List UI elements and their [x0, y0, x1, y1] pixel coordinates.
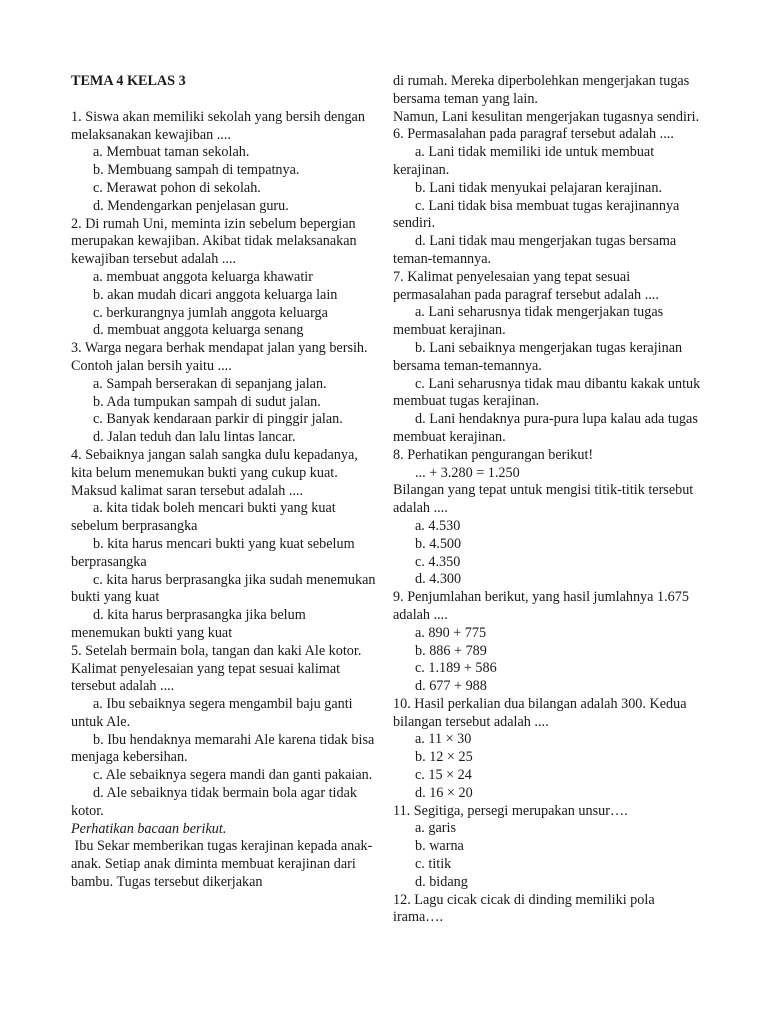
question-text: Bilangan yang tepat untuk mengisi titik-titik tersebut adalah ....: [393, 482, 694, 517]
question-text: 5. Setelah bermain bola, tangan dan kaki Ale kotor.: [71, 642, 362, 659]
answer-option: d. Lani tidak mau mengerjakan tugas bersama teman-temannya.: [393, 233, 677, 267]
answer-option: d. kita harus berprasangka jika belum menemukan bukti yang kuat: [71, 607, 306, 641]
answer-option: a. kita tidak boleh mencari bukti yang kuat sebelum berprasangka: [71, 500, 336, 535]
answer-option: c. kita harus berprasangka jika sudah menemukan bukti yang kuat: [71, 571, 376, 606]
question-text: Ibu Sekar memberikan tugas kerajinan kepada anak-anak. Setiap anak diminta membuat kerajinan dari bambu. Tugas tersebut dikerjakan: [71, 838, 373, 891]
left-column-text: [71, 109, 377, 892]
answer-option: d. Mendengarkan penjelasan guru.: [93, 197, 289, 214]
answer-option: a. 11 × 30: [415, 731, 472, 748]
question-text: 11. Segitiga, persegi merupakan unsur….: [393, 802, 628, 819]
left-column: [71, 73, 377, 892]
document-title: TEMA 4 KELAS 3: [71, 73, 186, 89]
answer-option: b. 886 + 789: [415, 642, 487, 659]
right-column: [393, 73, 703, 927]
answer-option: c. Banyak kendaraan parkir di pinggir jalan.: [93, 411, 343, 428]
question-text: 2. Di rumah Uni, meminta izin sebelum bepergian merupakan kewajiban. Akibat tidak melaksanakan kewajiban tersebut adalah ....: [71, 215, 357, 268]
answer-option: d. Lani hendaknya pura-pura lupa kalau ada tugas membuat kerajinan.: [393, 411, 698, 445]
answer-option: c. Lani tidak bisa membuat tugas kerajinannya sendiri.: [393, 197, 680, 232]
answer-option: a. Sampah berserakan di sepanjang jalan.: [93, 375, 327, 392]
answer-option: d. 16 × 20: [415, 784, 473, 801]
answer-option: b. kita harus mencari bukti yang kuat sebelum berprasangka: [71, 535, 355, 570]
answer-option: d. bidang: [415, 873, 468, 890]
answer-option: a. Lani seharusnya tidak mengerjakan tugas membuat kerajinan.: [393, 304, 664, 339]
answer-option: c. 15 × 24: [415, 767, 472, 784]
answer-option: a. garis: [415, 820, 456, 837]
answer-option: a. 890 + 775: [415, 624, 487, 641]
answer-option: b. Ada tumpukan sampah di sudut jalan.: [93, 393, 321, 410]
answer-option: a. Ibu sebaiknya segera mengambil baju ganti untuk Ale.: [71, 696, 353, 730]
answer-option: d. 677 + 988: [415, 678, 487, 695]
answer-option: c. berkurangnya jumlah anggota keluarga: [93, 304, 328, 321]
question-text: 1. Siswa akan memiliki sekolah yang bersih dengan melaksanakan kewajiban ....: [71, 108, 365, 143]
answer-option: d. membuat anggota keluarga senang: [93, 322, 304, 339]
question-text: Maksud kalimat saran tersebut adalah ....: [71, 482, 304, 499]
question-text: 12. Lagu cicak cicak di dinding memiliki pola irama….: [393, 891, 655, 926]
answer-option: a. Membuat taman sekolah.: [93, 144, 250, 161]
answer-option: b. warna: [415, 838, 464, 855]
answer-option: c. 1.189 + 586: [415, 660, 497, 677]
answer-option: b. 12 × 25: [415, 749, 473, 766]
question-text: 3. Warga negara berhak mendapat jalan yang bersih. Contoh jalan bersih yaitu ....: [71, 340, 368, 374]
right-column-text: [393, 73, 703, 927]
question-text: 6. Permasalahan pada paragraf tersebut adalah ....: [393, 126, 674, 143]
answer-option: b. Lani tidak menyukai pelajaran kerajinan.: [415, 179, 662, 196]
question-text: 9. Penjumlahan berikut, yang hasil jumlahnya 1.675 adalah ....: [393, 589, 689, 623]
answer-option: d. Ale sebaiknya tidak bermain bola agar tidak kotor.: [71, 785, 357, 819]
answer-option: a. Lani tidak memiliki ide untuk membuat kerajinan.: [393, 144, 655, 178]
answer-option: a. membuat anggota keluarga khawatir: [93, 268, 313, 285]
question-text: Kalimat penyelesaian yang tepat sesuai kalimat tersebut adalah ....: [71, 660, 341, 695]
question-text: Perhatikan bacaan berikut.: [71, 820, 227, 837]
question-text: di rumah. Mereka diperbolehkan mengerjakan tugas bersama teman yang lain.: [393, 73, 690, 107]
answer-option: ... + 3.280 = 1.250: [415, 464, 520, 481]
answer-option: b. Lani sebaiknya mengerjakan tugas kerajinan bersama teman-temannya.: [393, 339, 683, 374]
question-text: 4. Sebaiknya jangan salah sangka dulu kepadanya, kita belum menemukan bukti yang cukup kuat.: [71, 446, 358, 481]
answer-option: c. Merawat pohon di sekolah.: [93, 179, 261, 196]
answer-option: b. Ibu hendaknya memarahi Ale karena tidak bisa menjaga kebersihan.: [71, 731, 375, 766]
question-text: 7. Kalimat penyelesaian yang tepat sesuai permasalahan pada paragraf tersebut adalah ....: [393, 268, 659, 303]
question-text: 10. Hasil perkalian dua bilangan adalah 300. Kedua bilangan tersebut adalah ....: [393, 695, 687, 730]
answer-option: b. Membuang sampah di tempatnya.: [93, 162, 300, 179]
question-text: 8. Perhatikan pengurangan berikut!: [393, 446, 594, 463]
answer-option: c. 4.350: [415, 553, 461, 570]
question-text: Namun, Lani kesulitan mengerjakan tugasnya sendiri.: [393, 108, 700, 125]
answer-option: c. Lani seharusnya tidak mau dibantu kakak untuk membuat tugas kerajinan.: [393, 375, 701, 410]
answer-option: d. 4.300: [415, 571, 462, 588]
answer-option: b. 4.500: [415, 535, 462, 552]
answer-option: d. Jalan teduh dan lalu lintas lancar.: [93, 429, 296, 446]
answer-option: b. akan mudah dicari anggota keluarga lain: [93, 286, 338, 303]
answer-option: c. titik: [415, 856, 452, 873]
answer-option: c. Ale sebaiknya segera mandi dan ganti pakaian.: [93, 767, 373, 784]
answer-option: a. 4.530: [415, 517, 461, 534]
